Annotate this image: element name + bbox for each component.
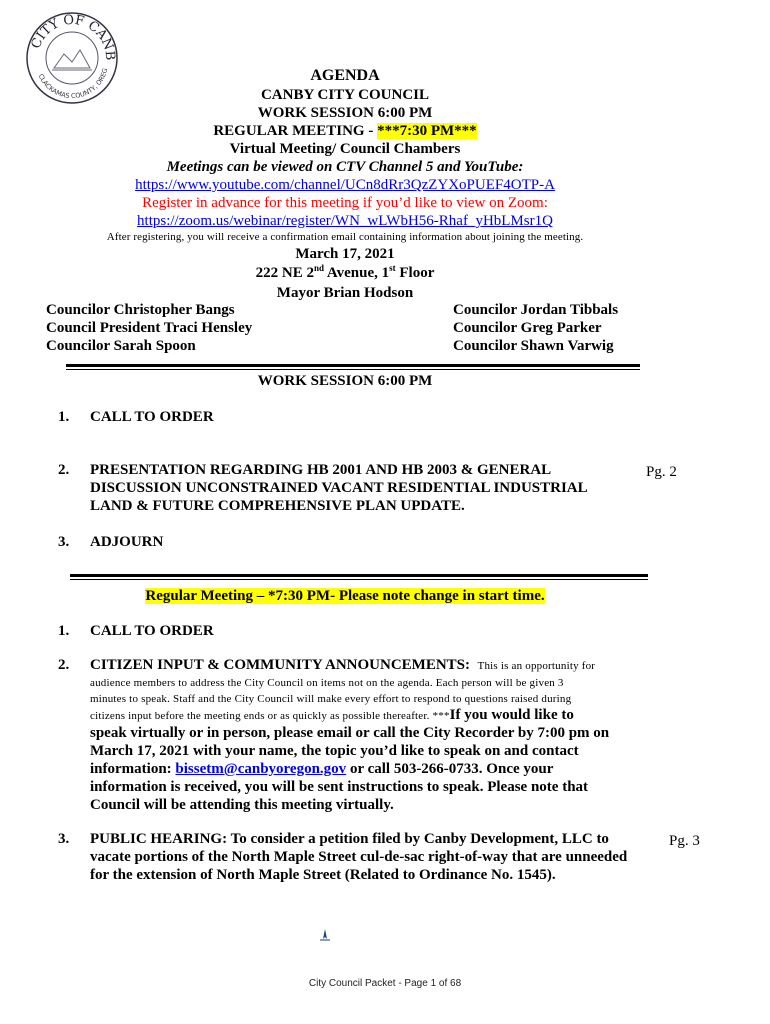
councilors-left [46, 301, 252, 355]
viewing-info: Meetings can be viewed on CTV Channel 5 and YouTube: [166, 159, 524, 175]
council-name: CANBY CITY COUNCIL [260, 87, 430, 103]
divider-thin [66, 369, 640, 370]
svg-text:CITY OF CANBY: CITY OF CANB [28, 12, 118, 61]
regular-meeting-line: REGULAR MEETING - ***7:30 PM*** [213, 123, 477, 139]
agenda-title: AGENDA [310, 67, 380, 84]
youtube-link[interactable]: https://www.youtube.com/channel/UCn8dRr3QzZYXoPUEF4OTP-A [135, 177, 555, 193]
regular-item-2: 2. CITIZEN INPUT & COMMUNITY ANNOUNCEMENTS: This is an opportunity for audience members to address the City Council on items not on the agenda. Each person will be given 3 minutes to speak. Staff and the City Council will make every effort to respond to questions raised during citizens input before the meeting ends or as quickly as possible thereafter. ***If you would like to speak virtually or in person, please email or call the City Recorder by 7:00 pm on March 17, 2021 with your name, the topic you’d like to speak on and contact information: bissetm@canbyoregon.gov or call 503-266-0733. Once your information is received, you will be sent instructions to speak. Please note that Council will be attending this meeting virtually. [58, 657, 610, 813]
regular-item-1: 1. CALL TO ORDER [58, 623, 214, 639]
zoom-link[interactable]: https://zoom.us/webinar/register/WN_wLWbH56-Rhaf_yHbLMsr1Q [137, 213, 553, 229]
regular-meeting-time-highlight: ***7:30 PM*** [377, 123, 477, 139]
councilor-name: Council President Traci Hensley [46, 320, 253, 336]
regular-meeting-heading: Regular Meeting – *7:30 PM- Please note change in start time. [145, 588, 545, 604]
councilors-right [453, 301, 618, 355]
councilor-name: Councilor Shawn Varwig [453, 338, 614, 354]
meeting-location: Virtual Meeting/ Council Chambers [229, 141, 461, 157]
work-session-heading: WORK SESSION 6:00 PM [257, 373, 433, 389]
councilor-name: Councilor Jordan Tibbals [453, 302, 619, 318]
after-registering-note: After registering, you will receive a confirmation email containing information about joining the meeting. [106, 231, 584, 243]
regular-item-3: 3. PUBLIC HEARING: To consider a petition filed by Canby Development, LLC to vacate portions of the North Maple Street cul-de-sac right-of-way that are unneeded for the extension of North Maple Street (Related to Ordinance No. 1545). [58, 831, 628, 883]
divider-thin [70, 579, 648, 580]
work-session-time: WORK SESSION 6:00 PM [257, 105, 433, 121]
work-item-1: 1. CALL TO ORDER [58, 409, 214, 425]
zoom-register-note: Register in advance for this meeting if you’d like to view on Zoom: [142, 195, 548, 211]
divider-thick [70, 574, 648, 577]
recorder-email-link[interactable]: bissetm@canbyoregon.gov [175, 761, 347, 777]
page-ref: Pg. 3 [669, 833, 700, 849]
mayor-name: Mayor Brian Hodson [276, 285, 414, 301]
meeting-address: 222 NE 2nd Avenue, 1st Floor [255, 263, 435, 281]
councilor-name: Councilor Greg Parker [453, 320, 602, 336]
page-footer: City Council Packet - Page 1 of 68 [308, 978, 462, 989]
meeting-date: March 17, 2021 [295, 246, 395, 262]
decorative-mark-icon [318, 928, 332, 947]
divider-thick [66, 364, 640, 367]
councilor-name: Councilor Christopher Bangs [46, 302, 235, 318]
work-item-2: 2. PRESENTATION REGARDING HB 2001 AND HB 2003 & GENERAL DISCUSSION UNCONSTRAINED VACANT RESIDENTIAL INDUSTRIAL LAND & FUTURE COMPREHENSIVE PLAN UPDATE. [58, 462, 588, 514]
svg-text:CLACKAMAS COUNTY, OREG: CLACKAMAS COUNTY, OREG [36, 67, 110, 101]
councilor-name: Councilor Sarah Spoon [46, 338, 196, 354]
page-ref: Pg. 2 [646, 464, 677, 480]
work-item-3: 3. ADJOURN [58, 534, 164, 550]
